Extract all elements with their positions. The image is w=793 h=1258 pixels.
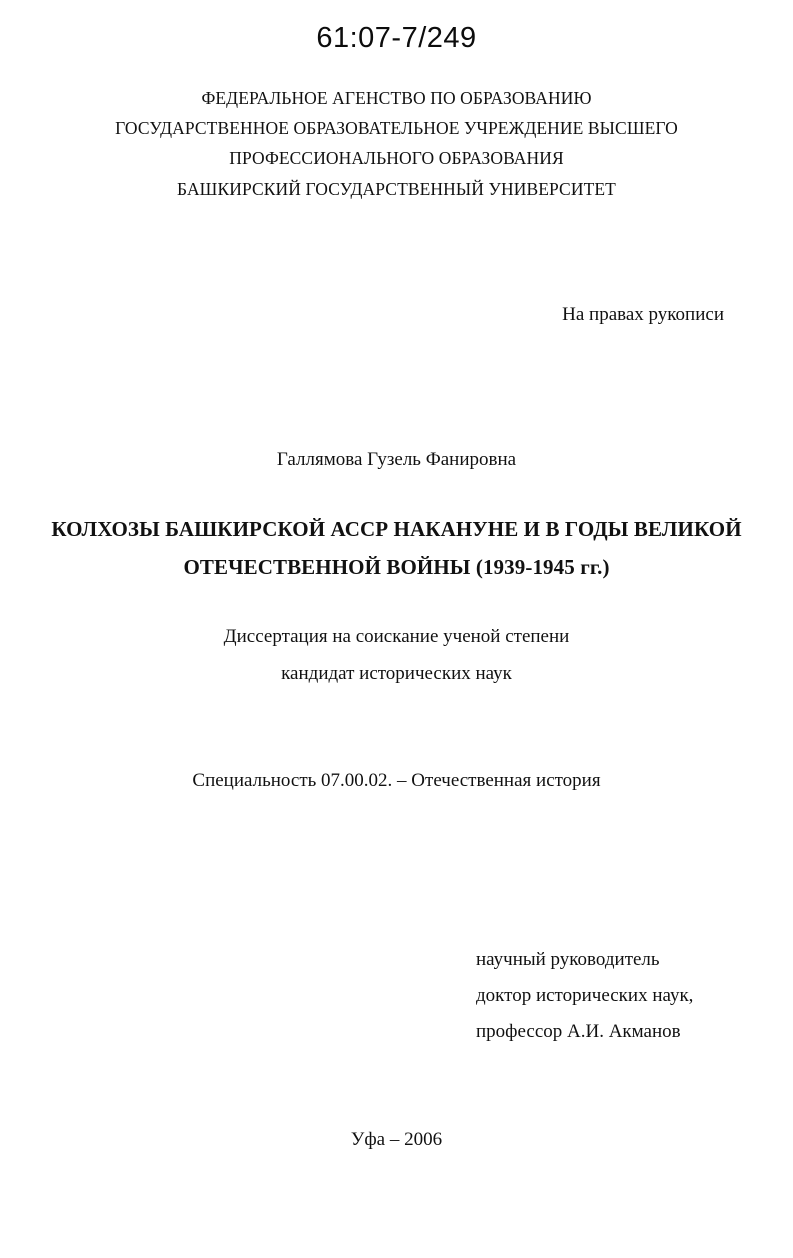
title-line-1: КОЛХОЗЫ БАШКИРСКОЙ АССР НАКАНУНЕ И В ГОДЫ ВЕЛИКОЙ	[51, 517, 742, 541]
organization-line-2: ГОСУДАРСТВЕННОЕ ОБРАЗОВАТЕЛЬНОЕ УЧРЕЖДЕНИЕ ВЫСШЕГО	[115, 118, 678, 138]
specialty: Специальность 07.00.02. – Отечественная история	[192, 770, 601, 791]
degree-line-1: Диссертация на соискание ученой степени	[223, 626, 570, 647]
supervisor-line-1: научный руководитель	[476, 949, 660, 970]
supervisor-line-3: профессор А.И. Акманов	[476, 1021, 681, 1042]
organization-line-4: БАШКИРСКИЙ ГОСУДАРСТВЕННЫЙ УНИВЕРСИТЕТ	[177, 179, 616, 199]
rights-note: На правах рукописи	[562, 304, 724, 325]
organization-line-1: ФЕДЕРАЛЬНОЕ АГЕНСТВО ПО ОБРАЗОВАНИЮ	[201, 88, 592, 108]
author-name: Галлямова Гузель Фанировна	[276, 449, 517, 470]
degree-line-2: кандидат исторических наук	[281, 663, 512, 684]
organization-line-3: ПРОФЕССИОНАЛЬНОГО ОБРАЗОВАНИЯ	[229, 148, 564, 168]
city-year: Уфа – 2006	[350, 1129, 443, 1150]
catalog-number: 61:07-7/249	[316, 22, 477, 54]
title-line-2: ОТЕЧЕСТВЕННОЙ ВОЙНЫ (1939-1945 гг.)	[183, 555, 610, 579]
supervisor-line-2: доктор исторических наук,	[476, 985, 694, 1006]
